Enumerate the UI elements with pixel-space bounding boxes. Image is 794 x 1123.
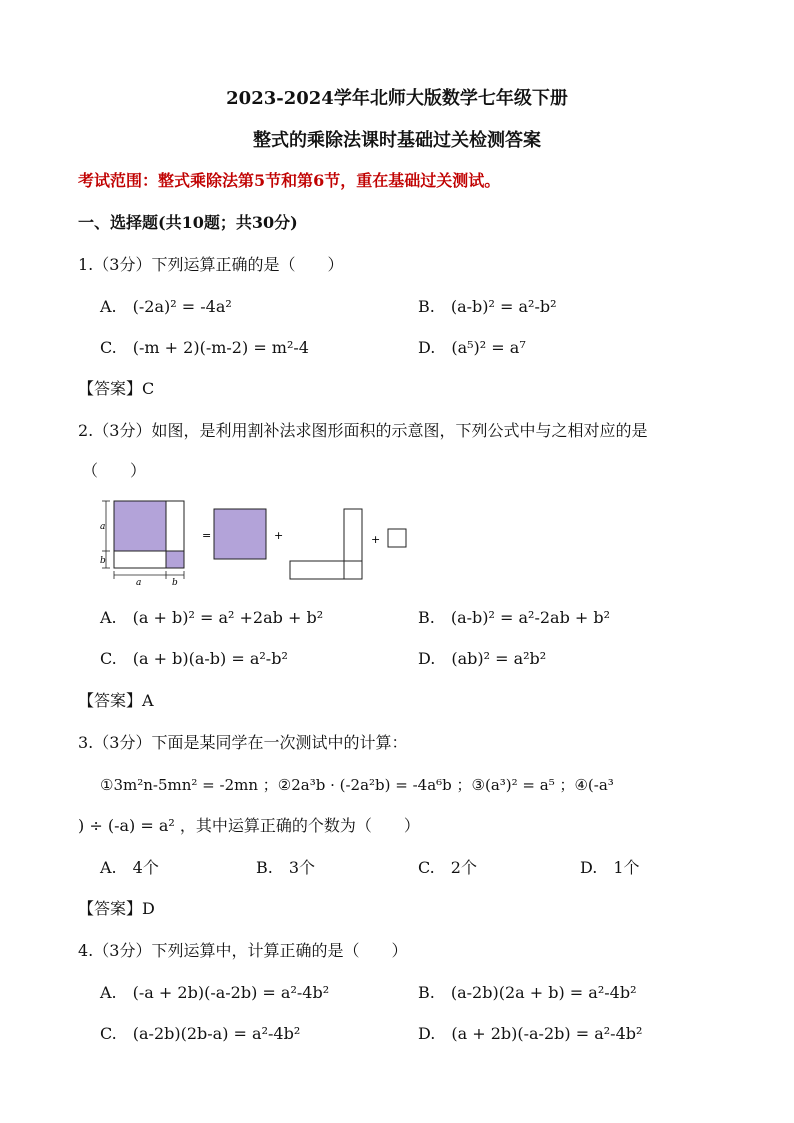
label-b-side: b	[100, 556, 106, 566]
question-2-stem: 2.（3分）如图，是利用割补法求图形面积的示意图，下列公式中与之相对应的是	[78, 421, 648, 440]
question-1-option-a: A. (-2a)² = -4a²	[100, 297, 232, 316]
question-3-stem: 3.（3分）下面是某同学在一次测试中的计算：	[78, 733, 408, 752]
question-4-option-a: A. (-a + 2b)(-a-2b) = a²-4b²	[100, 983, 330, 1002]
question-1-option-c: C. (-m + 2)(-m-2) = m²-4	[100, 338, 309, 357]
equals-sign: =	[202, 529, 212, 542]
rect-ab-vertical	[344, 509, 362, 561]
section-heading: 一、选择题(共10题；共30分)	[78, 213, 298, 232]
label-a-side: a	[100, 522, 106, 532]
square-b-shaded	[166, 551, 184, 568]
question-3-answer: 【答案】D	[78, 899, 155, 918]
question-2-option-c: C. (a + b)(a-b) = a²-b²	[100, 649, 288, 668]
rect-ab-bottom	[114, 551, 166, 568]
area-diagram-svg	[98, 495, 418, 587]
question-3-line-2: ) ÷ (-a) = a² ，其中运算正确的个数为（ ）	[78, 816, 420, 835]
label-b-bottom: b	[172, 578, 178, 587]
question-3-option-c: C. 2个	[418, 858, 477, 877]
question-1-answer: 【答案】C	[78, 379, 155, 398]
question-4-stem: 4.（3分）下列运算中，计算正确的是（ ）	[78, 941, 408, 960]
label-a-bottom: a	[136, 578, 142, 587]
rect-ab-right	[166, 501, 184, 551]
area-diagram	[98, 495, 418, 587]
rect-ab-horizontal	[290, 561, 344, 579]
document-title: 2023-2024学年北师大版数学七年级下册	[226, 88, 568, 109]
question-3-option-b: B. 3个	[256, 858, 316, 877]
question-1-stem: 1.（3分）下列运算正确的是（ ）	[78, 255, 344, 274]
question-1-option-b: B. (a-b)² = a²-b²	[418, 297, 557, 316]
square-b-result	[388, 529, 406, 547]
question-4-option-b: B. (a-2b)(2a + b) = a²-4b²	[418, 983, 637, 1002]
l-shape-corner	[344, 561, 362, 579]
question-2-answer: 【答案】A	[78, 691, 154, 710]
question-3-option-a: A. 4个	[100, 858, 159, 877]
question-3-option-d: D. 1个	[580, 858, 640, 877]
question-2-stem-paren: （ ）	[82, 461, 147, 480]
square-a-shaded	[114, 501, 166, 551]
question-4-option-d: D. (a + 2b)(-a-2b) = a²-4b²	[418, 1024, 643, 1043]
question-2-option-a: A. (a + b)² = a² +2ab + b²	[100, 608, 324, 627]
exam-scope: 考试范围：整式乘除法第5节和第6节，重在基础过关测试。	[78, 171, 501, 190]
question-2-option-d: D. (ab)² = a²b²	[418, 649, 547, 668]
document-subtitle: 整式的乘除法课时基础过关检测答案	[253, 130, 541, 151]
plus-sign-2: +	[371, 533, 381, 546]
question-2-option-b: B. (a-b)² = a²-2ab + b²	[418, 608, 611, 627]
question-4-option-c: C. (a-2b)(2b-a) = a²-4b²	[100, 1024, 301, 1043]
question-1-option-d: D. (a⁵)² = a⁷	[418, 338, 526, 357]
question-3-line-1: ①3m²n-5mn² = -2mn ；②2a³b · (-2a²b) = -4a⁶b ；③(a³)² = a⁵ ；④(-a³	[100, 776, 614, 794]
plus-sign-1: +	[274, 529, 284, 542]
square-a-result	[214, 509, 266, 559]
